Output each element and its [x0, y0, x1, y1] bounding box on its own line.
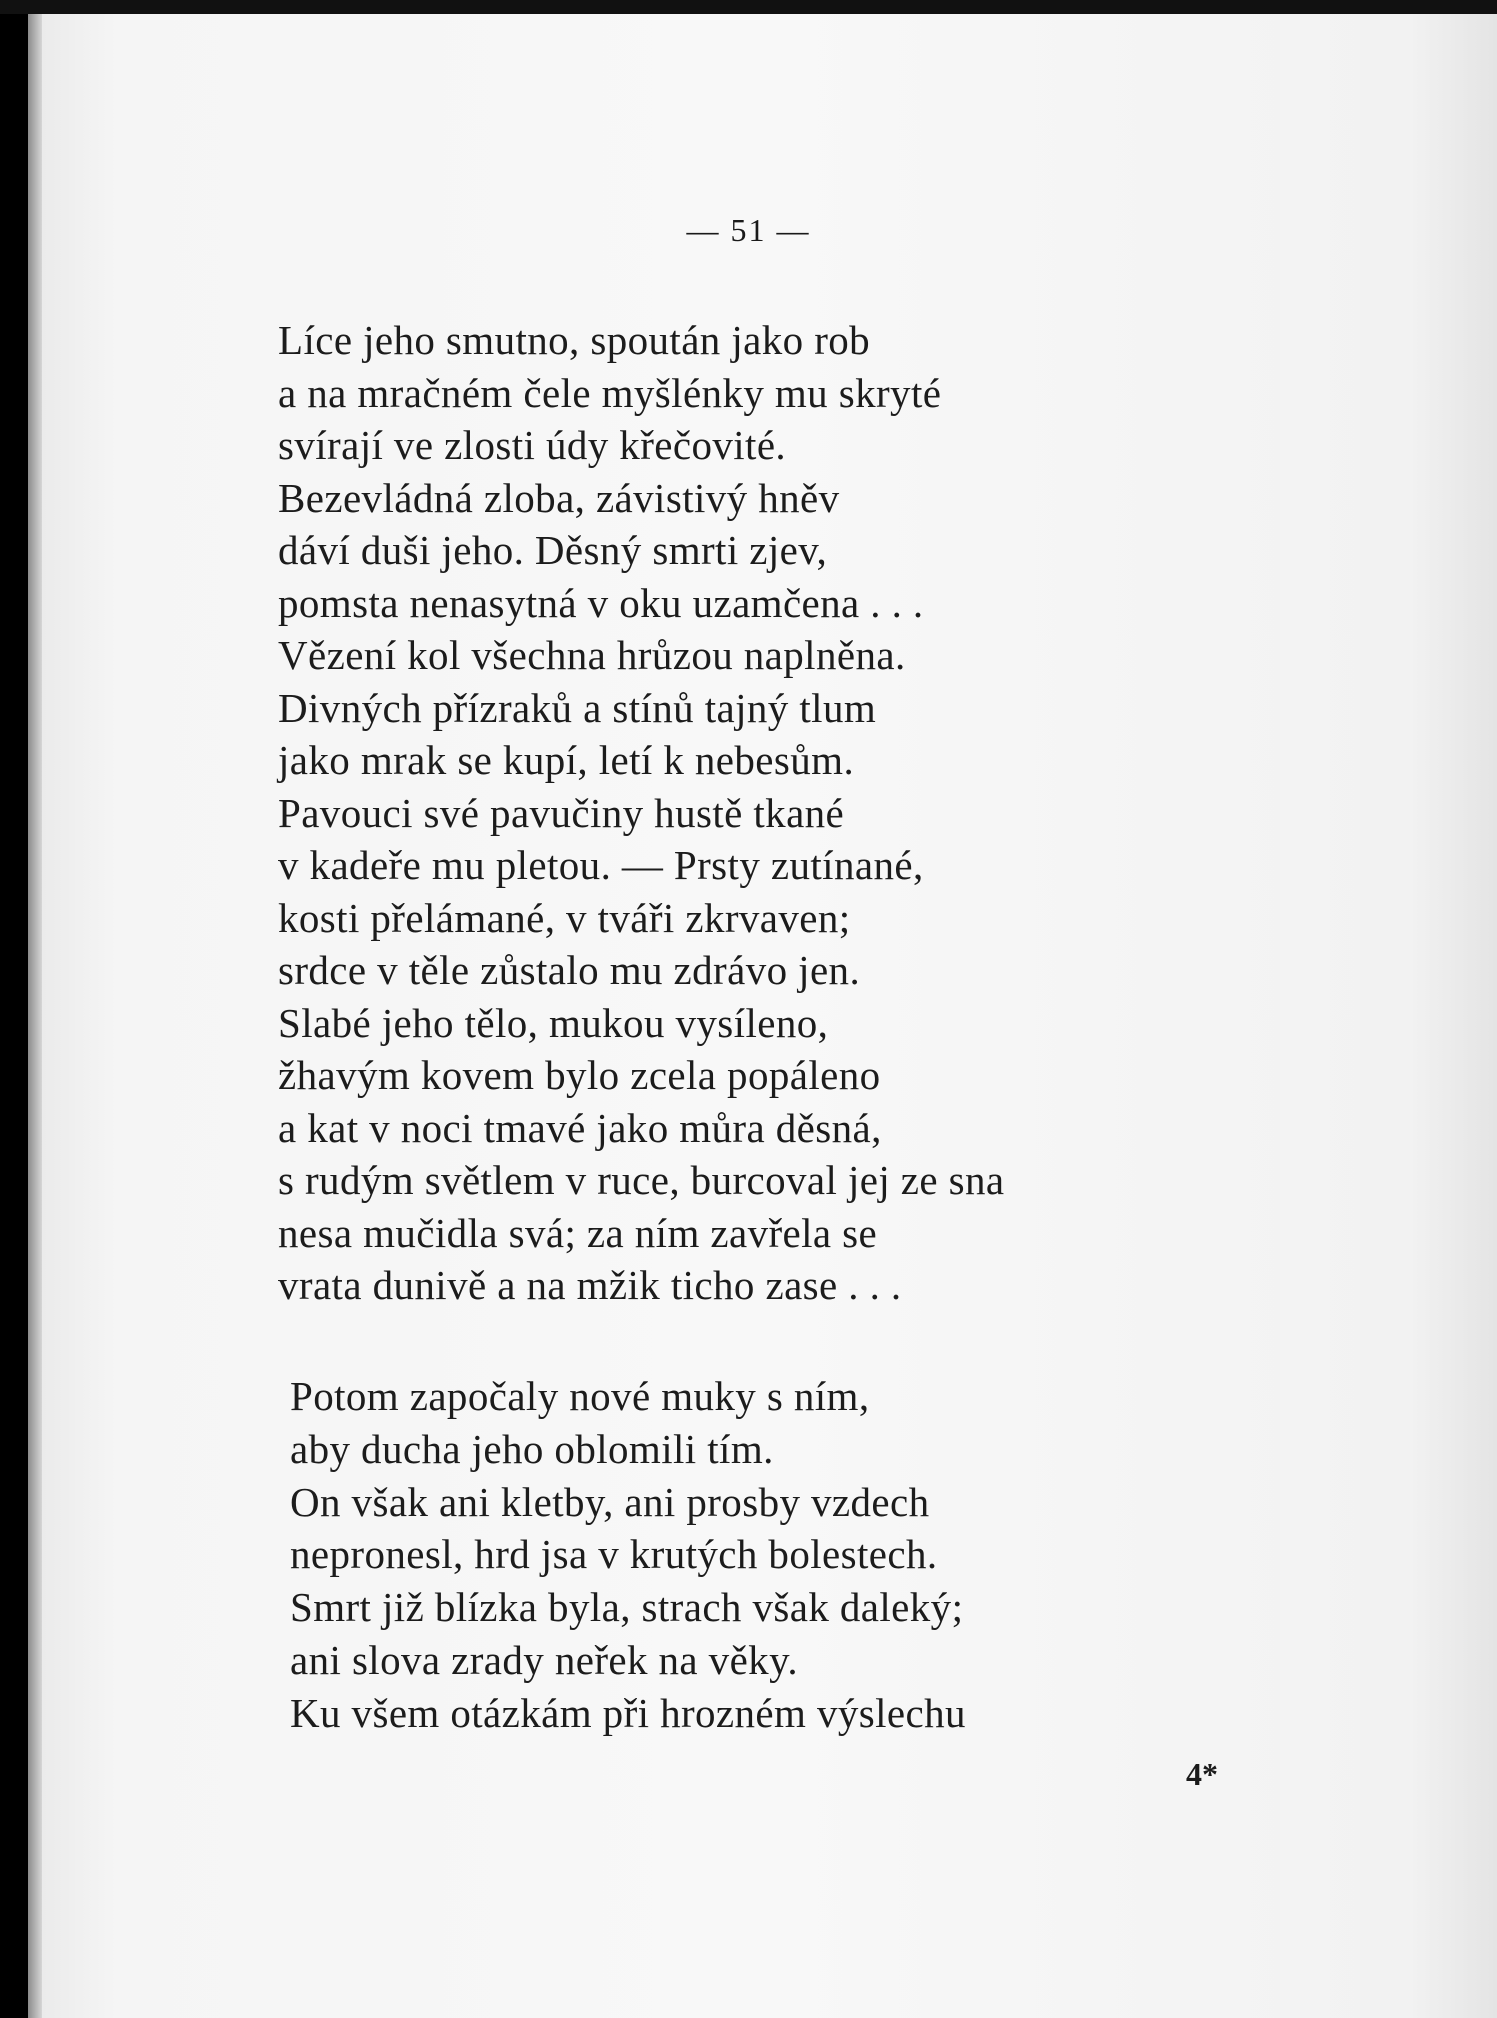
page-gutter-shadow [28, 14, 42, 2018]
verse-line: svírají ve zlosti údy křečovité. [278, 422, 787, 468]
verse-line: nepronesl, hrd jsa v krutých bolestech. [290, 1531, 938, 1578]
stanza-1 [278, 314, 1278, 1312]
verse-line: Bezevládná zloba, závistivý hněv [278, 474, 840, 521]
verse-line: Líce jeho smutno, spoután jako rob [278, 317, 871, 363]
verse-line: v kadeře mu pletou. — Prsty zutínané, [278, 842, 924, 888]
page-number: — 51 — [686, 212, 811, 248]
verse-line: dáví duši jeho. Děsný smrti zjev, [278, 527, 828, 573]
top-border [0, 0, 1497, 14]
verse-line: Ku všem otázkám při hrozném výslechu [290, 1689, 966, 1736]
verse-line: ani slova zrady neřek na věky. [290, 1636, 798, 1683]
verse-line: Smrt již blízka byla, strach však daleký; [290, 1584, 964, 1631]
stanza-2 [290, 1370, 1290, 1740]
verse-line: jako mrak se kupí, letí k nebesům. [278, 737, 855, 783]
verse-line: kosti přelámané, v tváři zkrvaven; [278, 894, 851, 941]
verse-line: Vězení kol všechna hrůzou naplněna. [278, 632, 906, 678]
verse-line: Slabé jeho tělo, mukou vysíleno, [278, 999, 829, 1046]
verse-line: s rudým světlem v ruce, burcoval jej ze sna [278, 1157, 1005, 1203]
verse-line: aby ducha jeho oblomili tím. [290, 1425, 774, 1472]
verse-line: srdce v těle zůstalo mu zdrávo jen. [278, 947, 861, 993]
verse-line: Potom započaly nové muky s ním, [290, 1373, 870, 1419]
verse-line: vrata dunivě a na mžik ticho zase . . . [278, 1262, 902, 1308]
verse-line: Pavouci své pavučiny hustě tkané [278, 789, 845, 836]
verse-line: a na mračném čele myšlénky mu skryté [278, 369, 942, 416]
verse-line: a kat v noci tmavé jako můra děsná, [278, 1104, 882, 1151]
signature-mark: 4* [1186, 1756, 1218, 1792]
verse-line: nesa mučidla svá; za ním zavřela se [278, 1209, 878, 1256]
verse-line: žhavým kovem bylo zcela popáleno [278, 1052, 881, 1098]
verse-line: Divných přízraků a stínů tajný tlum [278, 684, 877, 731]
verse-line: pomsta nenasytná v oku uzamčena . . . [278, 579, 924, 626]
verse-line: On však ani kletby, ani prosby vzdech [290, 1478, 930, 1525]
